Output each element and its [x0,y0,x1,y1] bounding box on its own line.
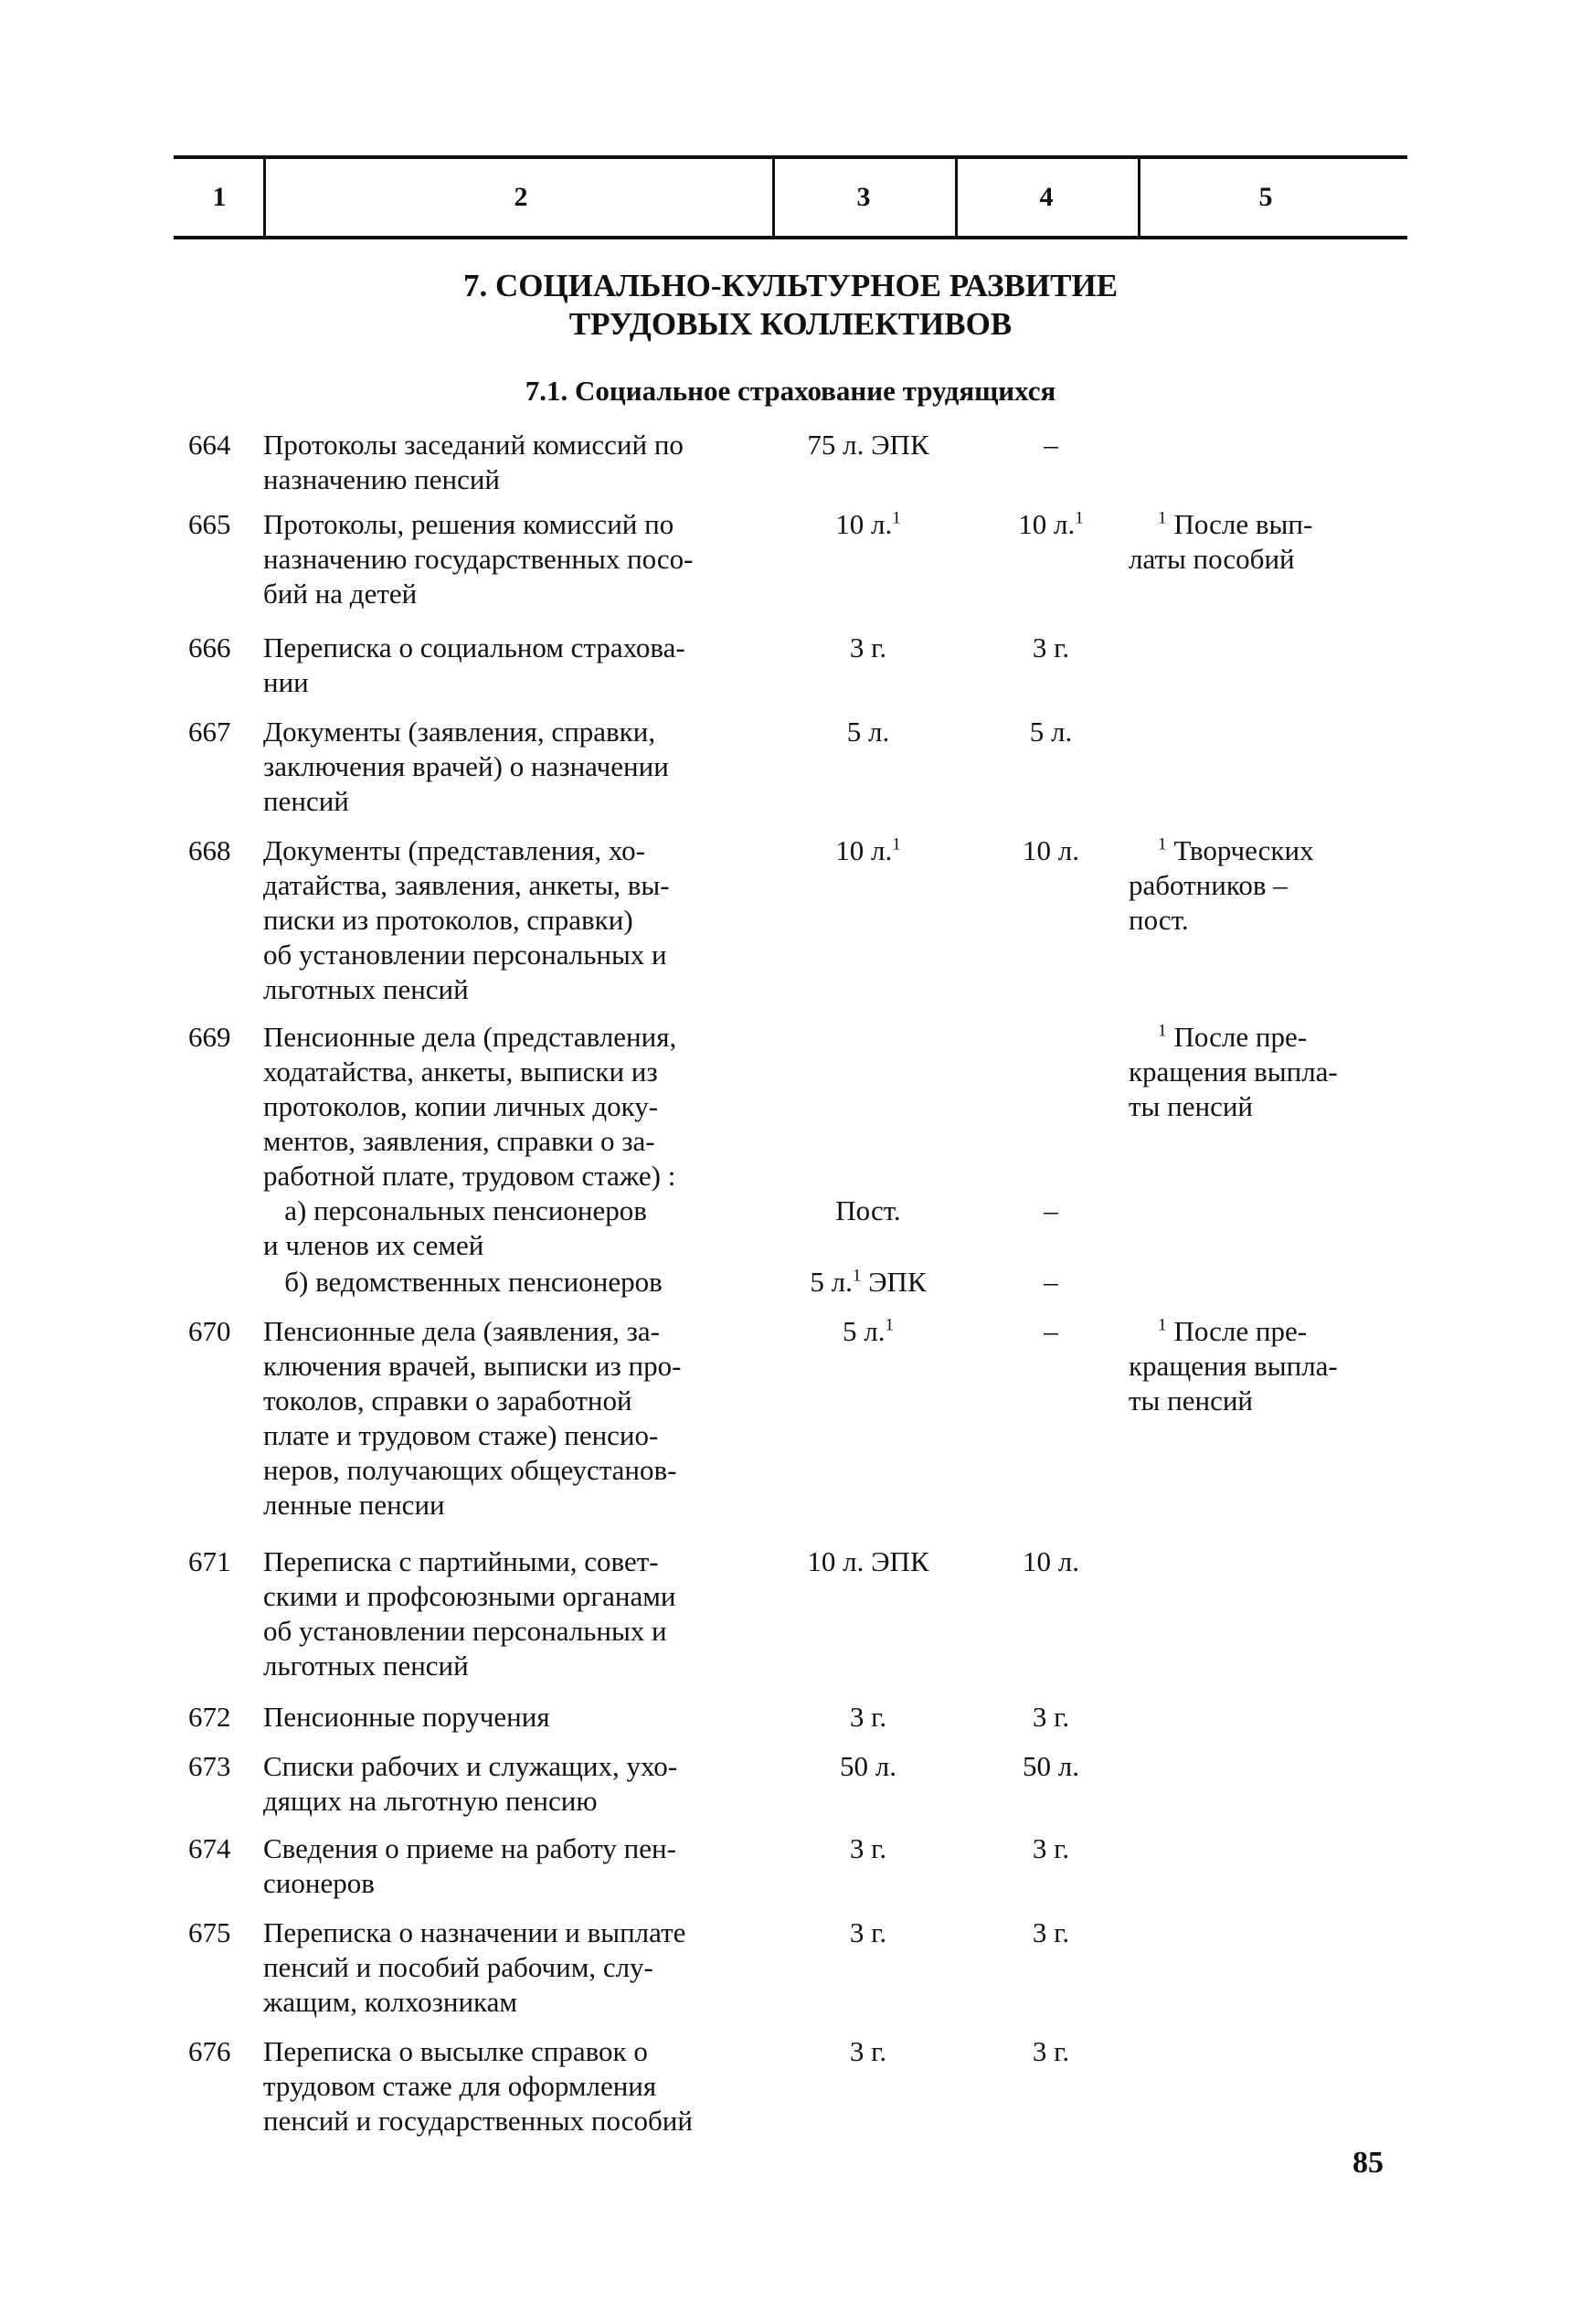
retention-value: 10 л. ЭПК [807,1545,929,1577]
retention-value: 3 г. [1032,2035,1070,2067]
row-description [263,507,775,611]
description-line: токолов, справки о заработной [263,1385,632,1417]
row-description [263,1194,775,1263]
description-line: плате и трудовом стаже) пенсио- [263,1419,659,1451]
row-description [263,1915,775,2020]
row-note [1129,1314,1375,1418]
retention-other [960,1700,1142,1735]
description-line: ментов, заявления, справки о за- [263,1125,655,1157]
retention-org [777,715,960,749]
retention-other [960,507,1142,542]
retention-value: 3 г. [1032,1701,1070,1733]
description-line: Протоколы заседаний комиссий по [263,429,684,461]
row-description [263,715,775,819]
retention-org [777,1265,960,1300]
retention-other [960,1915,1142,1950]
header-col-3: 3 [856,182,871,212]
row-number: 667 [188,716,231,748]
retention-org [777,631,960,665]
retention-other [960,1831,1142,1866]
description-line: Пенсионные дела (заявления, за- [263,1315,660,1347]
description-line: пенсий и пособий рабочим, слу- [263,1951,653,1983]
note-line: ты пенсий [1129,1385,1254,1417]
retention-other [960,833,1142,868]
retention-other [960,715,1142,749]
row-number: 668 [188,834,231,866]
description-line: заключения врачей) о назначении [263,750,669,782]
retention-value: 50 л. [840,1750,896,1782]
row-number: 672 [188,1701,231,1733]
description-line: Переписка о назначении и выплате [263,1916,686,1948]
retention-other [960,1194,1142,1228]
note-text: Творческих [1173,834,1314,866]
footnote-mark: 1 [852,1266,862,1286]
description-line: ленные пенсии [263,1489,445,1521]
retention-value: 10 л. [835,834,893,866]
description-line: жащим, колхозникам [263,1986,518,2018]
footnote-mark: 1 [1158,508,1167,528]
retention-value: 10 л. [1023,1545,1079,1577]
description-line: пенсий [263,785,349,817]
retention-value: Пост. [835,1194,901,1226]
description-line: датайства, заявления, анкеты, вы- [263,869,670,901]
description-line: льготных пенсий [263,973,469,1005]
note-line: работников – [1129,869,1288,901]
description-line: Переписка о социальном страхова- [263,631,685,663]
retention-value: 3 г. [849,2035,887,2067]
retention-value: – [1044,1315,1058,1347]
row-note [1129,1020,1375,1124]
description-line: дящих на льготную пенсию [263,1785,598,1817]
retention-org [777,1915,960,1950]
retention-org [777,1700,960,1735]
retention-value: 3 г. [849,631,887,663]
retention-org [777,507,960,542]
description-line: сионеров [263,1867,375,1899]
note-line: ты пенсий [1129,1090,1254,1122]
row-number: 664 [188,429,231,461]
note-text: После пре- [1173,1021,1308,1053]
row-description [263,833,775,1007]
retention-value: 3 г. [849,1832,887,1864]
row-note [1129,833,1375,938]
epk-mark: ЭПК [861,1266,927,1298]
retention-value: 3 г. [849,1701,887,1733]
subsection-title: 7.1. Социальное страхование трудящихся [525,375,1056,407]
retention-other [960,428,1142,462]
row-description [263,428,775,497]
retention-org [777,1544,960,1579]
row-description [263,1831,775,1901]
description-line: пенсий и государственных пособий [263,2105,693,2137]
description-line: об установлении персональных и [263,1615,667,1647]
row-number: 666 [188,631,231,663]
description-line: нии [263,666,309,698]
description-line: Сведения о приеме на работу пен- [263,1832,676,1864]
row-number: 670 [188,1315,231,1347]
retention-org [777,428,960,462]
row-number: 669 [188,1021,231,1053]
retention-other [960,2034,1142,2069]
description-line: писки из протоколов, справки) [263,904,633,936]
note-line: пост. [1129,904,1189,936]
note-line: латы пособий [1129,543,1295,575]
row-description [263,1265,775,1300]
retention-value: – [1044,1266,1058,1298]
row-note [1129,507,1375,577]
description-line: Документы (заявления, справки, [263,716,656,748]
retention-org [777,1749,960,1784]
retention-value: 3 г. [1032,1916,1070,1948]
description-line: б) ведомственных пенсионеров [263,1266,663,1298]
retention-value: – [1044,429,1058,461]
row-number: 673 [188,1750,231,1782]
retention-org [777,2034,960,2069]
row-number: 675 [188,1916,231,1948]
description-line: об установлении персональных и [263,939,667,971]
description-line: льготных пенсий [263,1650,469,1682]
note-line [1129,507,1375,542]
retention-org [777,1831,960,1866]
retention-other [960,1544,1142,1579]
retention-value: 5 л. [843,1315,886,1347]
description-line: Переписка о высылке справок о [263,2035,648,2067]
row-description [263,1700,775,1735]
description-line: неров, получающих общеустанов- [263,1454,677,1486]
row-number: 676 [188,2035,231,2067]
description-line: ходатайства, анкеты, выписки из [263,1056,658,1088]
row-description [263,2034,775,2138]
row-description [263,1314,775,1523]
description-line: работной плате, трудовом стаже) : [263,1160,676,1192]
description-line: бий на детей [263,578,418,610]
description-line: трудовом стаже для оформления [263,2070,657,2102]
retention-value: 50 л. [1023,1750,1079,1782]
footnote-mark: 1 [885,1315,894,1335]
footnote-mark: 1 [1075,508,1084,528]
retention-value: 10 л. [835,508,893,540]
header-col-1: 1 [212,182,227,212]
retention-org [777,833,960,868]
description-line: Переписка с партийными, совет- [263,1545,659,1577]
description-line: Пенсионные дела (представления, [263,1021,677,1053]
retention-value: – [1044,1194,1058,1226]
retention-value: 3 г. [1032,1832,1070,1864]
table-header [174,155,1407,239]
retention-value: 10 л. [1023,834,1079,866]
footnote-mark: 1 [1158,1021,1167,1041]
description-line: Документы (представления, хо- [263,834,645,866]
note-line: кращения выпла- [1129,1350,1338,1382]
retention-value: 5 л. [846,716,890,748]
note-line [1129,1020,1375,1055]
row-description [263,1544,775,1683]
retention-value: 75 л. ЭПК [807,429,929,461]
retention-value: 10 л. [1018,508,1076,540]
description-line: Списки рабочих и служащих, ухо- [263,1750,678,1782]
description-line: Пенсионные поручения [263,1701,550,1733]
description-line: протоколов, копии личных доку- [263,1090,659,1122]
note-line: кращения выпла- [1129,1056,1338,1088]
retention-other [960,631,1142,665]
retention-other [960,1749,1142,1784]
row-number: 671 [188,1545,231,1577]
footnote-mark: 1 [1158,1315,1167,1335]
header-col-4: 4 [1039,182,1054,212]
description-line: Протоколы, решения комиссий по [263,508,674,540]
retention-value: 5 л. [810,1266,853,1298]
section-title-line2: ТРУДОВЫХ КОЛЛЕКТИВОВ [568,306,1013,342]
retention-other [960,1265,1142,1300]
description-line: назначению государственных посо- [263,543,694,575]
description-line: ключения врачей, выписки из про- [263,1350,682,1382]
row-description [263,631,775,700]
section-title-line1: 7. СОЦИАЛЬНО-КУЛЬТУРНОЕ РАЗВИТИЕ [462,268,1119,303]
description-line: скими и профсоюзными органами [263,1580,676,1612]
retention-other [960,1314,1142,1349]
description-line: и членов их семей [263,1229,484,1261]
header-col-5: 5 [1258,182,1273,212]
note-line [1129,1314,1375,1349]
retention-value: 3 г. [849,1916,887,1948]
retention-org [777,1314,960,1349]
note-text: После пре- [1173,1315,1308,1347]
retention-value: 3 г. [1032,631,1070,663]
header-col-2: 2 [514,182,528,212]
page-number: 85 [1353,2146,1384,2180]
retention-org [777,1194,960,1228]
row-description [263,1020,775,1194]
row-number: 665 [188,508,231,540]
description-line: назначению пенсий [263,463,501,495]
retention-value: 5 л. [1029,716,1073,748]
note-text: После вып- [1173,508,1313,540]
row-description [263,1749,775,1819]
footnote-mark: 1 [892,508,901,528]
footnote-mark: 1 [892,834,901,854]
description-line: а) персональных пенсионеров [263,1194,647,1226]
row-number: 674 [188,1832,231,1864]
footnote-mark: 1 [1158,834,1167,854]
note-line [1129,833,1375,868]
